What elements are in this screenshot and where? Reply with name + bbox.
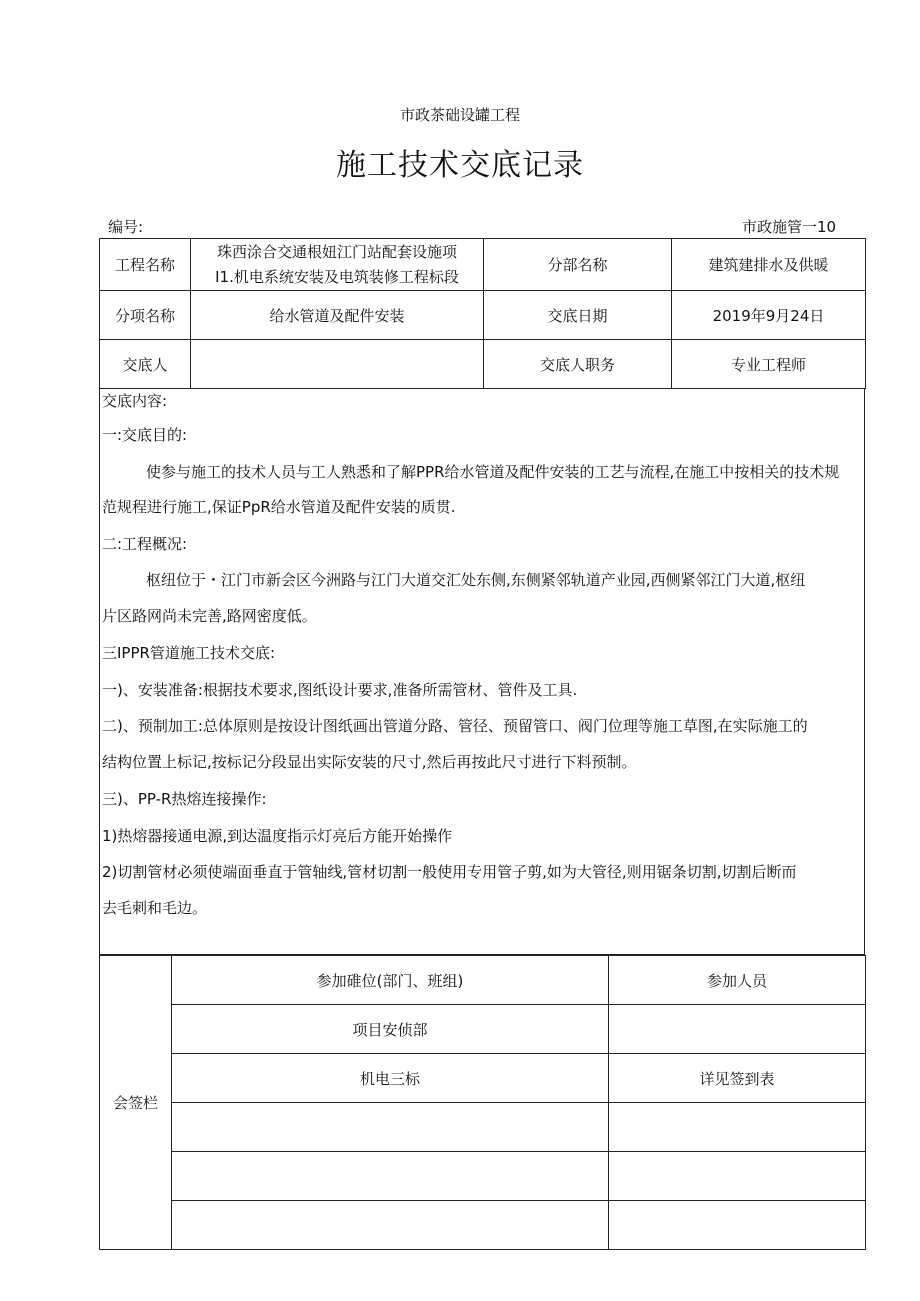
sign-unit-cell — [172, 1152, 609, 1201]
paragraph-line: 2)切割管材必须使端面垂直于管轴线,管材切割一般使用专用管子剪,如为大管径,则用锯条切割,切割后断而 — [102, 863, 797, 881]
sign-people-cell — [609, 1152, 866, 1201]
code-label: 编号: — [108, 218, 144, 236]
item-label: 分项名称 — [100, 291, 191, 340]
sign-unit-cell — [172, 1103, 609, 1152]
paragraph-line: 一)、安装准备:根据技术要求,图纸设计要求,准备所需管材、管件及工具. — [102, 681, 578, 699]
position-value: 专业工程师 — [672, 340, 866, 389]
content-heading: 交底内容: — [102, 392, 168, 410]
sign-header-row — [100, 956, 866, 1005]
paragraph-line: 去毛刺和毛边。 — [102, 899, 208, 917]
division-value: 建筑建排水及供暖 — [672, 239, 866, 291]
date-label: 交底日期 — [484, 291, 672, 340]
sign-table — [99, 955, 866, 1250]
paragraph-line: 二)、预制加工:总体原则是按设计图纸画出管道分路、管径、预留管口、阀门位理等施工草图,在实际施工的 — [102, 717, 808, 735]
paragraph-line: 三)、PP-R热熔连接操作: — [102, 790, 267, 808]
position-label: 交底人职务 — [484, 340, 672, 389]
sign-people-cell — [609, 1005, 866, 1054]
project-value-line: 珠西涂合交通根妞江门站配套设施项 — [216, 242, 457, 261]
paragraph-line: 枢纽位于・江门市新会区今洲路与江门大道交汇处东侧,东侧紧邻轨道产业园,西侧紧邻江门大道,枢纽 — [146, 571, 806, 589]
project-value-line: I1.机电系统安装及电筑装修工程标段 — [215, 267, 459, 286]
section-heading: 一:交底目的: — [102, 426, 188, 444]
sign-col-people: 参加人员 — [609, 956, 866, 1005]
sign-people-cell: 详见签到表 — [609, 1054, 866, 1103]
sign-people-cell — [609, 1103, 866, 1152]
item-value: 给水管道及配件安装 — [191, 291, 484, 340]
paragraph-line: 1)热熔器接通电源,到达温度指示灯亮后方能开始操作 — [102, 827, 453, 845]
sign-section-label: 会签栏 — [100, 956, 172, 1250]
sign-unit-cell: 机电三标 — [172, 1054, 609, 1103]
project-value — [191, 239, 484, 291]
sign-unit-cell: 项目安侦部 — [172, 1005, 609, 1054]
sign-unit-cell — [172, 1201, 609, 1250]
sign-row — [100, 1201, 866, 1250]
info-row-person — [100, 340, 866, 389]
sign-people-cell — [609, 1201, 866, 1250]
division-label: 分部名称 — [484, 239, 672, 291]
section-heading: 二:工程概况: — [102, 535, 188, 553]
sign-row — [100, 1054, 866, 1103]
sign-col-unit: 参加碓位(部门、班组) — [172, 956, 609, 1005]
person-value — [191, 340, 484, 389]
project-label: 工程名称 — [100, 239, 191, 291]
document-title: 施工技术交底记录 — [336, 148, 584, 183]
paragraph-line: 范规程进行施工,保证PpR给水管道及配件安装的质贯. — [102, 498, 456, 516]
sign-row — [100, 1103, 866, 1152]
section-heading: 三IPPR管道施工技术交底: — [102, 644, 275, 662]
paragraph-line: 使参与施工的技术人员与工人熟悉和了解PPR给水管道及配件安装的工艺与流程,在施工中按相关的技术规 — [146, 463, 840, 481]
paragraph-line: 片区路网尚未完善,路网密度低。 — [102, 607, 317, 625]
sign-row — [100, 1005, 866, 1054]
info-row-project — [100, 239, 866, 291]
person-label: 交底人 — [100, 340, 191, 389]
info-table — [99, 238, 866, 389]
content-box — [99, 388, 865, 955]
sign-row — [100, 1152, 866, 1201]
paragraph-line: 结构位置上标记,按标记分段显出实际安装的尺寸,然后再按此尺寸进行下料预制。 — [102, 753, 637, 771]
date-value: 2019年9月24日 — [672, 291, 866, 340]
document-supertitle: 市政茶础设罐工程 — [399, 106, 520, 124]
form-number: 市政施管一10 — [742, 218, 837, 236]
info-row-item — [100, 291, 866, 340]
